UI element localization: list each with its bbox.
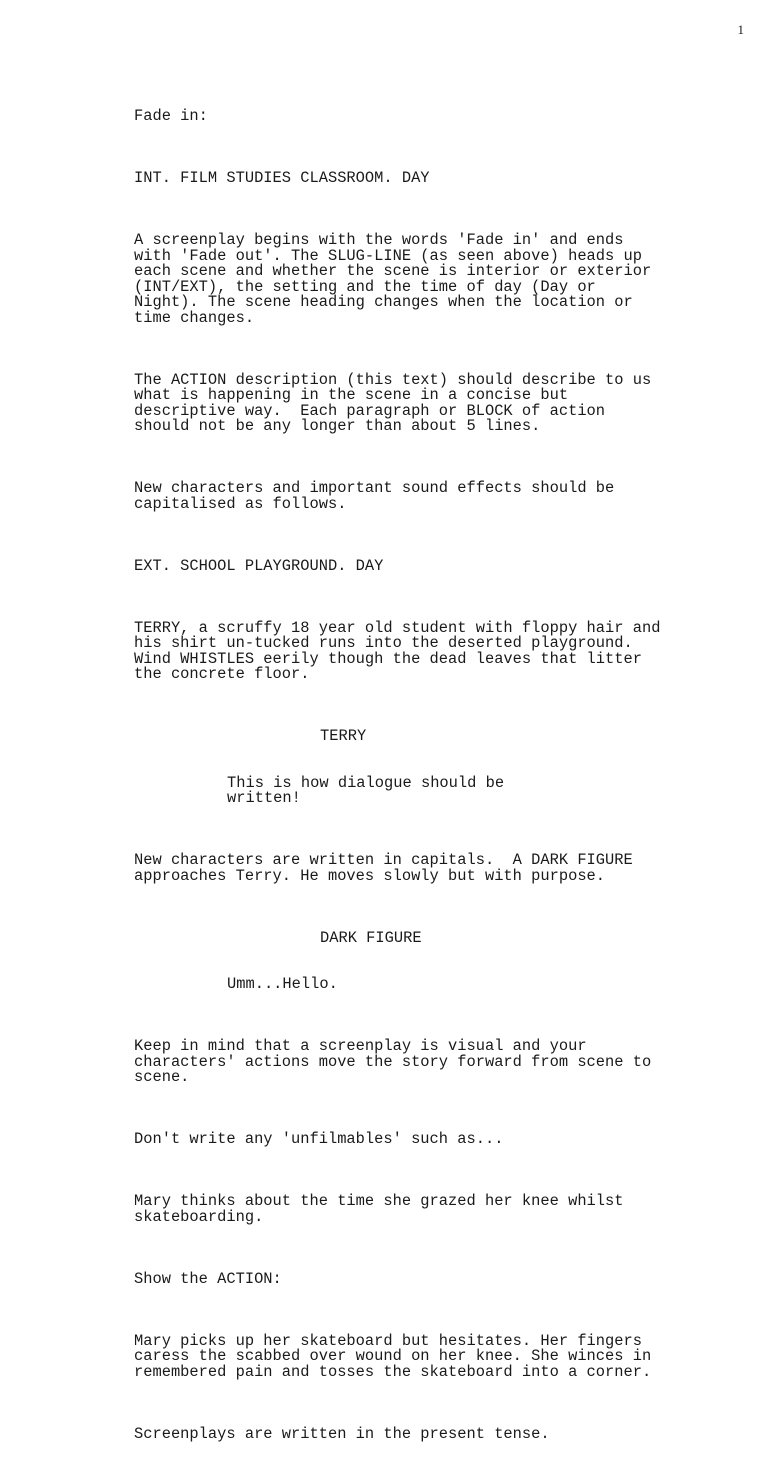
action-paragraph: Screenplays are written in the present tense.	[134, 1424, 550, 1443]
action-paragraph: A screenplay begins with the words 'Fade in' and ends with 'Fade out'. The SLUG-LINE (as seen above) heads up each scene and whether the scene is interior or exterior (INT/EXT), the setting and the time of day (Day or Night). The scene heading changes when the location or time changes.	[134, 231, 652, 327]
character-name: TERRY	[320, 727, 367, 745]
scene-heading: INT. FILM STUDIES CLASSROOM. DAY	[134, 169, 430, 187]
action-paragraph: Mary thinks about the time she grazed her knee whilst skateboarding.	[134, 1192, 624, 1226]
page-number: 1	[737, 22, 744, 37]
action-paragraph: New characters are written in capitals. A DARK FIGURE approaches Terry. He moves slowly but with purpose.	[134, 851, 633, 885]
action-paragraph: Don't write any 'unfilmables' such as...	[134, 1130, 504, 1148]
scene-heading: EXT. SCHOOL PLAYGROUND. DAY	[134, 556, 384, 575]
action-paragraph: New characters and important sound effects should be capitalised as follows.	[134, 479, 615, 513]
action-paragraph: The ACTION description (this text) should describe to us what is happening in the scene in a concise but descriptive way. Each paragraph or BLOCK of action should not be any longer than about 5 lines.	[134, 370, 652, 435]
dialogue: Umm...Hello.	[227, 975, 338, 993]
screenplay-page	[134, 78, 694, 1473]
character-name: DARK FIGURE	[320, 928, 422, 947]
dialogue: This is how dialogue should be written!	[227, 773, 505, 807]
transition-fade-in: Fade in:	[134, 107, 208, 125]
action-paragraph: Keep in mind that a screenplay is visual and your characters' actions move the story forward from scene to scene.	[134, 1037, 652, 1086]
action-paragraph: TERRY, a scruffy 18 year old student with floppy hair and his shirt un-tucked runs into the deserted playground. Wind WHISTLES eerily though the dead leaves that litter the concrete floor.	[134, 618, 661, 683]
action-paragraph: Show the ACTION:	[134, 1269, 282, 1288]
action-paragraph: Mary picks up her skateboard but hesitates. Her fingers caress the scabbed over wound on her knee. She winces in remembered pain and tosses the skateboard into a corner.	[134, 1331, 652, 1381]
